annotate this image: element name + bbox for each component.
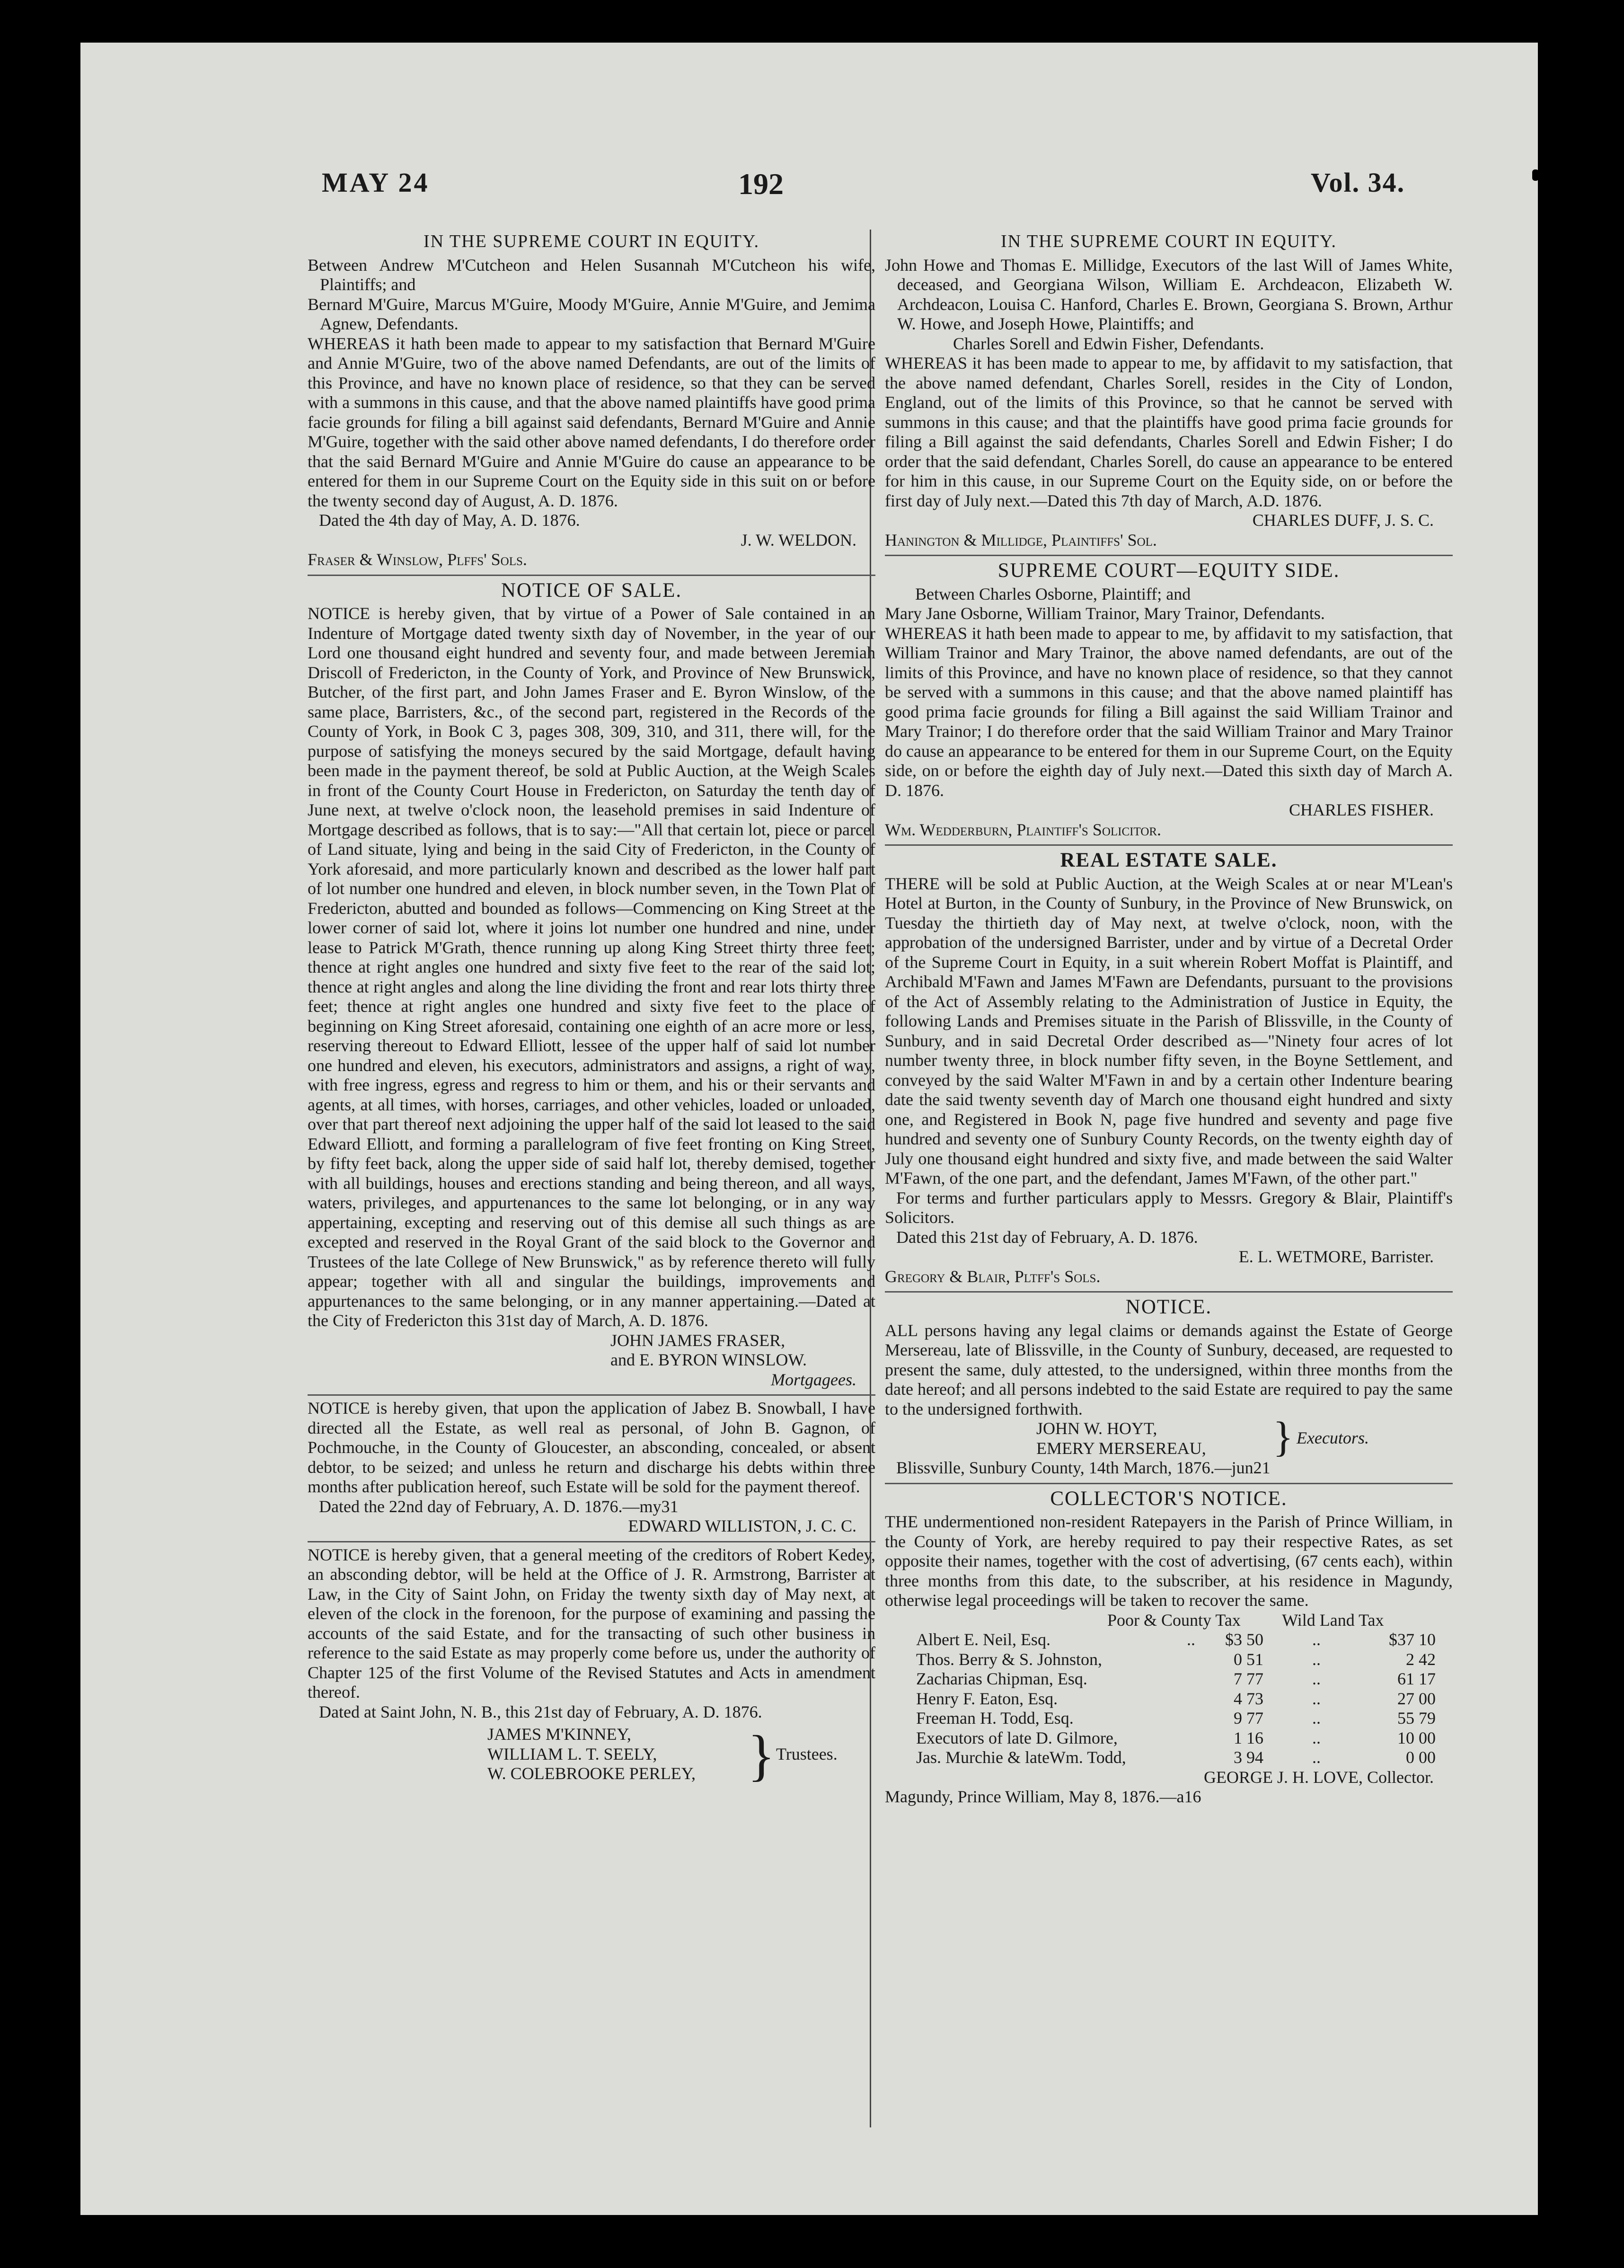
poor-tax-amount: 9 77 <box>1234 1709 1263 1728</box>
executor-name: EMERY MERSEREAU, <box>1036 1438 1206 1458</box>
leader-dots: .. <box>1312 1669 1321 1688</box>
equity-notice-mcutcheon <box>308 227 875 575</box>
brace-glyph: } <box>748 1724 775 1787</box>
leader-dots: .. <box>1312 1709 1321 1728</box>
brace-glyph: } <box>1273 1414 1294 1461</box>
left-column <box>308 227 875 2168</box>
parties-plaintiffs: Between Charles Osborne, Plaintiff; and <box>915 584 1191 603</box>
article-body: NOTICE is hereby given, that upon the application of Jabez B. Snowball, I have directed all the Estate, as well real as personal, of John B. Gagnon, of Pochmouche, in the County of Gloucester, an absconding, concealed, or absent debtor, to be seized; and unless he return and discharge his debts within three months after publication hereof, such Estate will be sold for the payment thereof. <box>308 1399 875 1496</box>
article-body: WHEREAS it hath been made to appear to my satisfaction that Bernard M'Guire and Annie M'Guire, two of the above named Defendants, are out of the limits of this Province, and have no known place of residence, so that they can be served with a summons in this cause, and that the above named plaintiffs have good prima facie grounds for filing a bill against said defendants, Bernard M'Guire and Annie M'Guire, together with the said other above named defendants, I do therefore order that the said Bernard M'Guire and Annie M'Guire do cause an appearance to be entered for them in our Supreme Court on the Equity side in this suit on or before the twenty second day of August, A. D. 1876. <box>308 334 875 510</box>
leader-dots: .. <box>1312 1748 1321 1767</box>
mortgagee-signature-2: and E. BYRON WINSLOW. <box>610 1350 807 1369</box>
trustee-name: JAMES M'KINNEY, <box>487 1725 631 1744</box>
ratepayer-name: Albert E. Neil, Esq. <box>916 1630 1050 1649</box>
collectors-notice <box>885 1483 1453 1812</box>
collector-signature: GEORGE J. H. LOVE, Collector. <box>1204 1767 1434 1787</box>
parties-defendants: Charles Sorell and Edwin Fisher, Defendants. <box>953 334 1264 353</box>
article-heading: SUPREME COURT—EQUITY SIDE. <box>997 559 1340 582</box>
wild-tax-amount: 10 00 <box>1397 1728 1436 1747</box>
wild-tax-amount: 27 00 <box>1397 1689 1436 1708</box>
leader-dots <box>1184 1669 1209 1689</box>
right-column <box>885 227 1453 2168</box>
article-body: NOTICE is hereby given, that by virtue of a Power of Sale contained in an Indenture of Mortgage dated twenty sixth day of November, in the year of our Lord one thousand eight hundred and seventy four, and made between Jeremiah Driscoll of Fredericton, in the County of York, and Province of New Brunswick, Butcher, of the first part, and John James Fraser and E. Byron Winslow, of the same place, Barristers, &c., of the second part, registered in the Records of the County of York, in Book C 3, pages 308, 309, 310, and 311, there will, for the purpose of satisfying the moneys secured by the said Mortgage, default having been made in the payment thereof, be sold at Public Auction, at the Weigh Scales in front of the County Court House in Fredericton, on Saturday the tenth day of June next, at twelve o'clock noon, the leasehold premises in said Indenture of Mortgage described as follows, that is to say:—"All that certain lot, piece or parcel of Land situate, lying and being in the said City of Fredericton, in the County of York aforesaid, and more particularly known and described as the lower half part of lot number one hundred and eleven, in block number seven, in the Town Plat of Fredericton, abutted and bounded as follows—Commencing on King Street at the lower corner of said lot, where it joins lot number one hundred and nine, under lease to Patrick M'Grath, thence running up along King Street thirty three feet; thence at right angles one hundred and sixty five feet to the rear of the said lot; thence at right angles and along the line dividing the front and rear lots thirty three feet; thence at right angles one hundred and sixty five feet to the place of beginning on King Street aforesaid, containing one eighth of an acre more or less, reserving thereout to Edward Elliott, lessee of the upper half of said lot number one hundred and eleven, his executors, administrators and assigns, a right of way, with free ingress, egress and regress to him or them, and his or their servants and agents, at all times, with horses, carriages, and other vehicles, loaded or unloaded, over that part thereof next adjoining the upper half of the said lot leased to the said Edward Elliott, and forming a parallelogram of five feet fronting on King Street, by fifty feet back, along the upper side of said half lot, thereby demised, together with all buildings, houses and erections standing and being thereon, and all ways, waters, privileges, and appurtenances to the same lot belonging, or in any way appertaining, excepting and reserving out of this demise all such things as are excepted and reserved in the Royal Grant of the said block to the Governor and Trustees of the late College of New Brunswick," as by reference thereto will fully appear; together with all and singular the buildings, improvements and appurtenances to the same belonging, or in any manner appertaining.—Dated at the City of Fredericton this 31st day of March, A. D. 1876. <box>308 604 875 1330</box>
tax-table-body <box>913 1630 1439 1768</box>
notice-of-sale <box>308 575 875 1395</box>
poor-tax-header: Poor & County Tax <box>1107 1610 1241 1630</box>
ratepayer-name: Thos. Berry & S. Johnston, <box>916 1649 1103 1669</box>
article-heading: IN THE SUPREME COURT IN EQUITY. <box>1001 231 1337 251</box>
mortgagees-role: Mortgagees. <box>771 1370 856 1389</box>
solicitors-line: Fraser & Winslow, Plffs' Sols. <box>308 550 527 569</box>
poor-tax-amount: $3 50 <box>1225 1630 1263 1649</box>
ratepayer-name: Freeman H. Todd, Esq. <box>916 1709 1074 1728</box>
article-body: THE undermentioned non-resident Ratepayers in the Parish of Prince William, in the County of York, are hereby required to pay their respective Rates, as set opposite their names, together with the cost of advertising, (67 cents each), within three months from this date, to the subscriber, at his residence in Magundy, otherwise legal proceedings will be taken to recover the same. <box>885 1512 1453 1610</box>
dated-line: Dated the 22nd day of February, A. D. 1876.—my31 <box>319 1497 679 1516</box>
tax-table-row <box>913 1709 1439 1728</box>
executors-block <box>885 1414 1453 1461</box>
tax-table-row <box>913 1689 1439 1709</box>
barrister-signature: E. L. WETMORE, Barrister. <box>1238 1247 1434 1266</box>
trustees-block <box>308 1724 875 1787</box>
executors-role: Executors. <box>1297 1428 1369 1447</box>
creditors-meeting-notice <box>308 1541 875 1789</box>
leader-dots <box>1184 1748 1209 1768</box>
dated-line: Dated at Saint John, N. B., this 21st day of February, A. D. 1876. <box>319 1702 762 1721</box>
dated-line: Magundy, Prince William, May 8, 1876.—a16 <box>885 1787 1201 1806</box>
tax-table-header <box>885 1611 1453 1630</box>
wild-tax-amount: 0 00 <box>1406 1748 1436 1767</box>
article-body: WHEREAS it has been made to appear to me, by affidavit to my satisfaction, that the above named defendant, Charles Sorell, resides in the City of London, England, out of the limits of this Province, so that he cannot be served with summons in this cause; and that the plaintiffs have good prima facie grounds for filing a Bill against the said defendants, Charles Sorell and Edwin Fisher; I do order that the said defendant, Charles Sorell, do cause an appearance to be entered for him in this cause, in our Supreme Court on the Equity side, on or before the first day of July next.—Dated this 7th day of March, A.D. 1876. <box>885 354 1453 510</box>
volume-label: Vol. 34. <box>1311 167 1405 198</box>
dated-line: Blissville, Sunbury County, 14th March, 1876.—jun21 <box>896 1458 1271 1477</box>
parties-plaintiffs: Between Andrew M'Cutcheon and Helen Susannah M'Cutcheon his wife, Plaintiffs; and <box>308 255 875 294</box>
masthead <box>80 148 1538 204</box>
parties-plaintiffs: John Howe and Thomas E. Millidge, Executors of the last Will of James White, deceased, and Georgiana Wilson, William E. Archdeacon, Elizabeth W. Archdeacon, Louisa C. Hanford, Charles E. Brown, Georgiana S. Brown, Arthur W. Howe, and Joseph Howe, Plaintiffs; and <box>885 255 1453 333</box>
wild-tax-amount: 61 17 <box>1397 1669 1436 1688</box>
article-heading: REAL ESTATE SALE. <box>1060 849 1278 871</box>
judge-signature: CHARLES FISHER. <box>1289 800 1434 819</box>
tax-table-row <box>913 1630 1439 1650</box>
article-body: NOTICE is hereby given, that a general meeting of the creditors of Robert Kedey, an absconding debtor, will be held at the Office of J. R. Armstrong, Barrister at Law, in the City of Saint John, on Friday the twenty sixth day of May next, at eleven of the clock in the forenoon, for the purpose of examining and passing the accounts of the said Estate, and for the transacting of such other business in reference to the said Estate as may properly come before us, under the authority of Chapter 125 of the first Volume of the Revised Statutes and Acts in amendment thereof. <box>308 1545 875 1701</box>
judge-signature: EDWARD WILLISTON, J. C. C. <box>628 1516 856 1535</box>
article-body: WHEREAS it hath been made to appear to me, by affidavit to my satisfaction, that William Trainor and Mary Trainor, the above named defendants, are out of the limits of this Province, and have no known place of residence, so that they cannot be served with a summons in this cause; and that the above named plaintiff has good prima facie grounds for filing a Bill against the said William Trainor and Mary Trainor; I do therefore order that the said William Trainor and Mary Trainor do cause an appearance to be entered for them in our Supreme Court, on the Equity side, on or before the eighth day of July next.—Dated this sixth day of March A. D. 1876. <box>885 623 1453 800</box>
article-body: THERE will be sold at Public Auction, at the Weigh Scales at or near M'Lean's Hotel at Burton, in the County of Sunbury, in the Province of New Brunswick, on Tuesday the thirtieth day of May next, at twelve o'clock, noon, with the approbation of the undersigned Barrister, under and by virtue of a Decretal Order of the Supreme Court in Equity, in a suit wherein Robert Moffat is Plaintiff, and Archibald M'Fawn and James M'Fawn are Defendants, pursuant to the provisions of the Act of Assembly relating to the Administration of Justice in Equity, the following Lands and Premises situate in the Parish of Blissville, in the County of Sunbury, and in said Decretal Order described as—"Ninety four acres of lot number twenty three, in block number fifty seven, in the Boyne Settlement, and conveyed by the said Walter M'Fawn in and by a certain other Indenture bearing date the said twenty seventh day of March one thousand eight hundred and sixty one, and Registered in Book N, page five hundred and seventy and page five hundred and seventy one of Sunbury County Records, on the twenty eighth day of July one thousand eight hundred and sixty five, and made between the said Walter M'Fawn, of the one part, and the defendant, James M'Fawn, of the other part." <box>885 874 1453 1187</box>
judge-signature: J. W. WELDON. <box>741 530 856 549</box>
parties-defendants: Bernard M'Guire, Marcus M'Guire, Moody M'Guire, Annie M'Guire, and Jemima Agnew, Defendants. <box>308 294 875 333</box>
dated-line: Dated this 21st day of February, A. D. 1876. <box>896 1227 1198 1247</box>
wild-tax-amount: 55 79 <box>1397 1709 1436 1728</box>
poor-tax-amount: 4 73 <box>1234 1689 1263 1708</box>
trustee-name: WILLIAM L. T. SEELY, <box>487 1744 657 1763</box>
tax-table <box>913 1630 1439 1768</box>
solicitors-line: Wm. Wedderburn, Plaintiff's Solicitor. <box>885 820 1162 839</box>
tax-table-row <box>913 1728 1439 1748</box>
poor-tax-amount: 3 94 <box>1234 1748 1263 1767</box>
leader-dots: .. <box>1312 1630 1321 1649</box>
page-number: 192 <box>738 167 784 201</box>
article-heading: NOTICE OF SALE. <box>501 579 682 602</box>
poor-tax-amount: 0 51 <box>1234 1649 1263 1669</box>
wild-tax-header: Wild Land Tax <box>1282 1610 1384 1630</box>
leader-dots <box>1184 1650 1209 1670</box>
issue-date: MAY 24 <box>322 167 430 198</box>
leader-dots <box>1184 1709 1209 1728</box>
equity-notice-osborne <box>885 555 1453 844</box>
article-heading: NOTICE. <box>1125 1296 1212 1318</box>
parties-defendants: Mary Jane Osborne, William Trainor, Mary Trainor, Defendants. <box>885 604 1325 623</box>
poor-tax-amount: 7 77 <box>1234 1669 1263 1688</box>
estate-notice <box>885 1291 1453 1483</box>
leader-dots <box>1184 1728 1209 1748</box>
mortgagee-signature: JOHN JAMES FRASER, <box>610 1330 786 1350</box>
tax-table-row <box>913 1650 1439 1670</box>
ratepayer-name: Jas. Murchie & lateWm. Todd, <box>916 1748 1126 1767</box>
ratepayer-name: Henry F. Eaton, Esq. <box>916 1689 1058 1708</box>
ratepayer-name: Zacharias Chipman, Esq. <box>916 1669 1087 1688</box>
wild-tax-amount: 2 42 <box>1406 1649 1436 1669</box>
trustee-name: W. COLEBROOKE PERLEY, <box>487 1764 696 1783</box>
wild-tax-amount: $37 10 <box>1389 1630 1436 1649</box>
leader-dots: .. <box>1312 1689 1321 1708</box>
leader-dots: .. <box>1312 1649 1321 1669</box>
leader-dots <box>1184 1689 1209 1709</box>
article-heading: COLLECTOR'S NOTICE. <box>1050 1487 1288 1510</box>
executor-name: JOHN W. HOYT, <box>1036 1419 1157 1438</box>
terms-line: For terms and further particulars apply to Messrs. Gregory & Blair, Plaintiff's Solicitors. <box>885 1188 1453 1227</box>
poor-tax-amount: 1 16 <box>1234 1728 1263 1747</box>
solicitors-line: Hanington & Millidge, Plaintiffs' Sol. <box>885 530 1157 549</box>
absconding-debtor-notice <box>308 1394 875 1541</box>
tax-table-row <box>913 1669 1439 1689</box>
dated-line: Dated the 4th day of May, A. D. 1876. <box>319 511 580 530</box>
newspaper-page <box>80 43 1538 2215</box>
ratepayer-name: Executors of late D. Gilmore, <box>916 1728 1118 1747</box>
article-heading: IN THE SUPREME COURT IN EQUITY. <box>424 231 759 251</box>
leader-dots: .. <box>1187 1630 1195 1649</box>
tax-table-row <box>913 1748 1439 1768</box>
leader-dots: .. <box>1312 1728 1321 1747</box>
trustees-role: Trustees. <box>776 1745 838 1763</box>
judge-signature: CHARLES DUFF, J. S. C. <box>1252 511 1434 530</box>
equity-notice-howe <box>885 227 1453 555</box>
real-estate-sale <box>885 844 1453 1291</box>
article-body: ALL persons having any legal claims or demands against the Estate of George Mersereau, late of Blissville, in the County of Sunbury, deceased, are requested to present the same, duly attested, to the undersigned, within three months from the date hereof; and all persons indebted to the said Estate are required to pay the same to the undersigned forthwith. <box>885 1320 1453 1418</box>
solicitors-line: Gregory & Blair, Pltff's Sols. <box>885 1267 1101 1286</box>
